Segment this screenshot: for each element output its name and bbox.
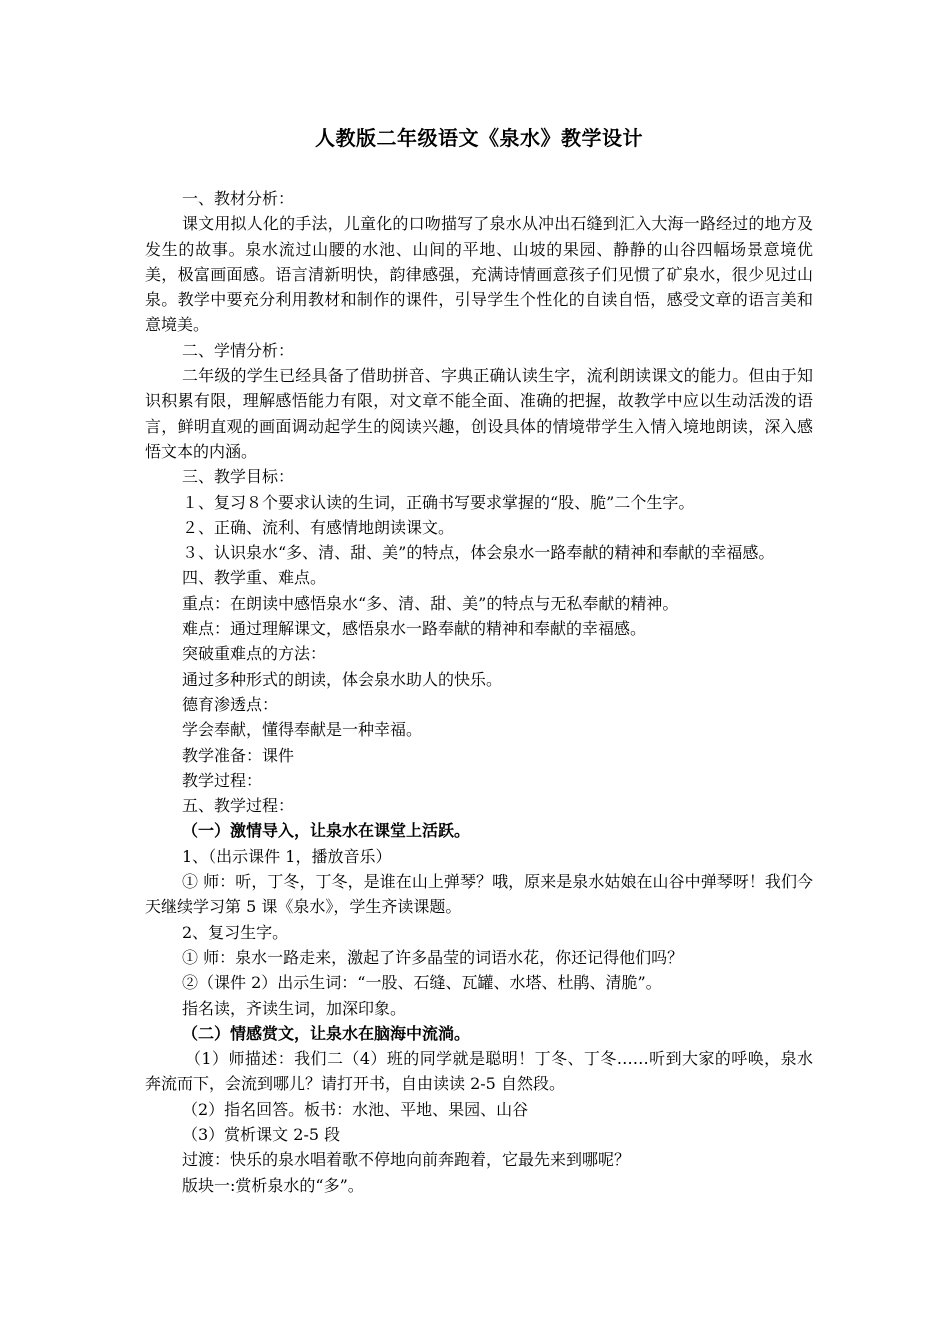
step-2-teacher-script: ① 师：泉水一路走来，激起了许多晶莹的词语水花，你还记得他们吗？ (182, 947, 684, 967)
substep-3: （3）赏析课文 2-5 段 (182, 1124, 341, 1144)
paragraph-student-analysis: 二年级的学生已经具备了借助拼音、字典正确认读生字，流利朗读课文的能力。但由于知识积累有限，理解感悟能力有限，对文章不能全面、准确的把握，故教学中应以生动活泼的语言，鲜明直观的画面调动起学生的阅读兴趣，创设具体的情境带学生入情入境地朗读，深入感悟文本的内涵。 (145, 366, 813, 461)
heading-teaching-process: 五、教学过程： (182, 796, 295, 816)
substep-1: （1）师描述：我们二（4）班的同学就是聪明！丁冬、丁冬……听到大家的呼唤，泉水奔流而下，会流到哪儿？请打开书，自由读读 2-5 自然段。 (145, 1049, 813, 1094)
method-text: 通过多种形式的朗读，体会泉水助人的快乐。 (182, 669, 503, 689)
page-title: 人教版二年级语文《泉水》教学设计 (315, 126, 643, 150)
difficult-point: 难点：通过理解课文，感悟泉水一路奉献的精神和奉献的幸福感。 (182, 619, 647, 639)
step-1-teacher-script: ① 师：听，丁冬，丁冬，是谁在山上弹琴？哦，原来是泉水姑娘在山谷中弹琴呀！我们今天继续学习第 5 课《泉水》，学生齐读课题。 (145, 872, 813, 917)
method-heading: 突破重难点的方法： (182, 644, 327, 664)
heading-student-analysis: 二、学情分析： (182, 340, 295, 360)
paragraph-textbook-analysis: 课文用拟人化的手法，儿童化的口吻描写了泉水从冲出石缝到汇入大海一路经过的地方及发生的故事。泉水流过山腰的水池、山间的平地、山坡的果园、静静的山谷四幅场景意境优美，极富画面感。语言清新明快，韵律感强，充满诗情画意孩子们见惯了矿泉水，很少见过山泉。教学中要充分利用教材和制作的课件，引导学生个性化的自读自悟，感受文章的语言美和意境美。 (145, 214, 813, 335)
goal-item-3: ３、认识泉水“多、清、甜、美”的特点，体会泉水一路奉献的精神和奉献的幸福感。 (182, 543, 775, 563)
step-1: 1、（出示课件 1，播放音乐） (182, 846, 392, 866)
heading-teaching-goals: 三、教学目标： (182, 467, 295, 487)
moral-text: 学会奉献，懂得奉献是一种幸福。 (182, 720, 423, 740)
preparation-text: 教学准备：课件 (182, 745, 295, 765)
goal-item-2: ２、正确、流利、有感情地朗读课文。 (182, 517, 455, 537)
substep-2: （2）指名回答。板书：水池、平地、果园、山谷 (182, 1099, 529, 1119)
block-one-heading: 版块一:赏析泉水的“多”。 (182, 1175, 364, 1195)
moral-heading: 德育渗透点： (182, 694, 279, 714)
section-heading-1: （一）激情导入，让泉水在课堂上活跃。 (182, 821, 471, 841)
step-2: 2、复习生字。 (182, 922, 289, 942)
heading-textbook-analysis: 一、教材分析： (182, 189, 295, 208)
transition-text: 过渡：快乐的泉水唱着歌不停地向前奔跑着，它最先来到哪呢？ (182, 1150, 631, 1170)
section-heading-2: （二）情感赏文，让泉水在脑海中流淌。 (182, 1023, 471, 1043)
heading-key-points: 四、教学重、难点。 (182, 568, 327, 588)
step-2-word-list: ②（课件 2）出示生词：“一股、石缝、瓦罐、水塔、杜鹃、清脆”。 (182, 973, 662, 993)
process-label: 教学过程： (182, 770, 263, 790)
document-page (145, 118, 813, 1198)
key-point: 重点：在朗读中感悟泉水“多、清、甜、美”的特点与无私奉献的精神。 (182, 593, 679, 613)
goal-item-1: １、复习８个要求认读的生词，正确书写要求掌握的“股、脆”二个生字。 (182, 492, 695, 512)
step-2-reading: 指名读，齐读生词，加深印象。 (182, 998, 407, 1018)
